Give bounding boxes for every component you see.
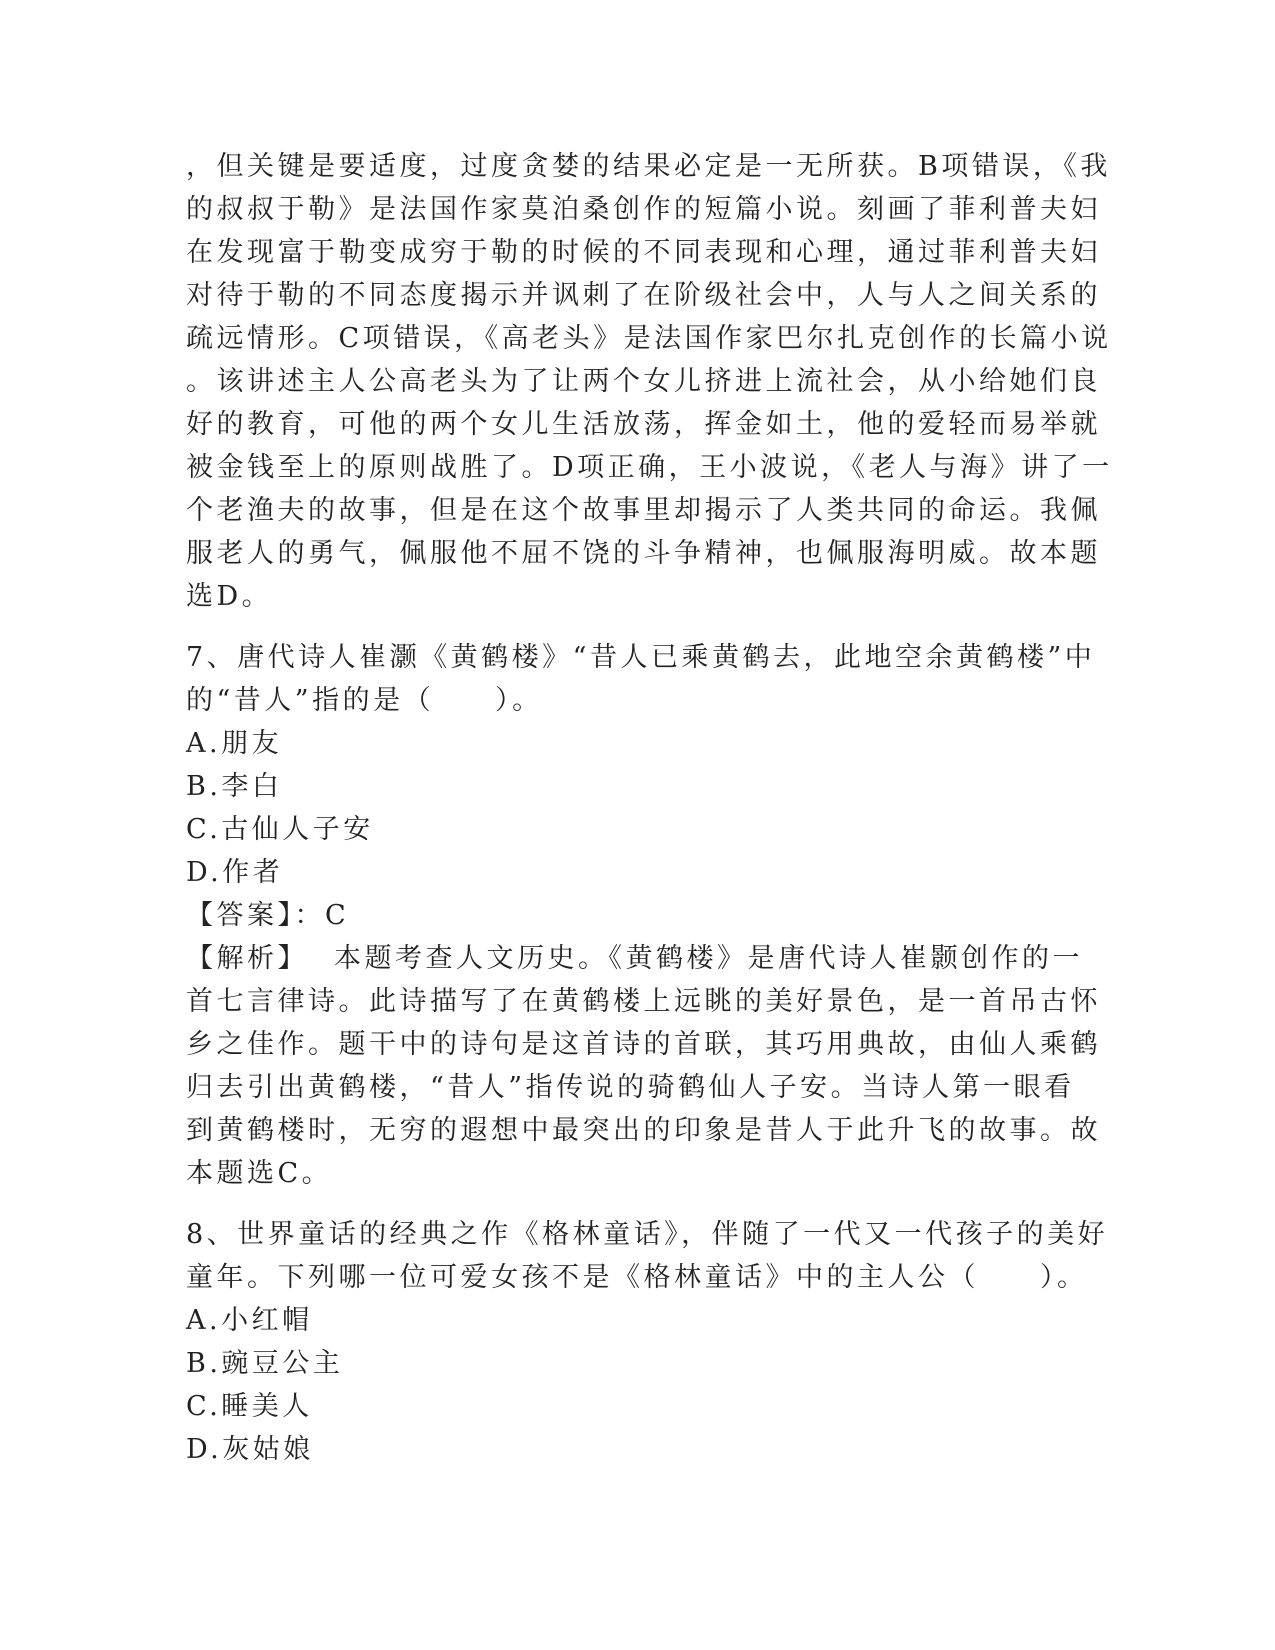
text-line: 服老人的勇气，佩服他不屈不饶的斗争精神，也佩服海明威。故本题 bbox=[186, 538, 1101, 569]
option-c: C.古仙人子安 bbox=[186, 814, 374, 845]
analysis-label: 【解析】 bbox=[186, 943, 308, 974]
option-d: D.灰姑娘 bbox=[186, 1434, 314, 1465]
analysis-first-line bbox=[186, 937, 1081, 980]
text-line: ，但关键是要适度，过度贪婪的结果必定是一无所获。B项错误，《我 bbox=[186, 151, 1111, 182]
question-stem: 的“昔人”指的是（ ）。 bbox=[186, 685, 543, 716]
text-line: 个老渔夫的故事，但是在这个故事里却揭示了人类共同的命运。我佩 bbox=[186, 495, 1101, 526]
option-d: D.作者 bbox=[186, 857, 284, 888]
analysis-text: 本题考查人文历史。《黄鹤楼》是唐代诗人崔颢创作的一 bbox=[334, 943, 1083, 974]
previous-explanation bbox=[186, 145, 1113, 618]
question-7 bbox=[186, 636, 1101, 1195]
question-stem: 8、世界童话的经典之作《格林童话》，伴随了一代又一代孩子的美好 bbox=[186, 1219, 1109, 1250]
analysis-line: 本题选C。 bbox=[186, 1158, 333, 1189]
text-line: 的叔叔于勒》是法国作家莫泊桑创作的短篇小说。刻画了菲利普夫妇 bbox=[186, 194, 1101, 225]
analysis-line: 乡之佳作。题干中的诗句是这首诗的首联，其巧用典故，由仙人乘鹤 bbox=[186, 1029, 1101, 1060]
spacer bbox=[186, 618, 1081, 636]
spacer bbox=[186, 1195, 1081, 1213]
question-8 bbox=[186, 1213, 1109, 1471]
question-stem: 童年。下列哪一位可爱女孩不是《格林童话》中的主人公（ ）。 bbox=[186, 1262, 1088, 1293]
text-line: 疏远情形。C项错误，《高老头》是法国作家巴尔扎克创作的长篇小说 bbox=[186, 323, 1112, 354]
analysis-line: 归去引出黄鹤楼，“昔人”指传说的骑鹤仙人子安。当诗人第一眼看 bbox=[186, 1072, 1075, 1103]
text-line: 对待于勒的不同态度揭示并讽刺了在阶级社会中，人与人之间关系的 bbox=[186, 280, 1101, 311]
option-a: A.小红帽 bbox=[186, 1305, 313, 1336]
text-line: 被金钱至上的原则战胜了。D项正确，王小波说，《老人与海》讲了一 bbox=[186, 452, 1113, 483]
analysis-line: 首七言律诗。此诗描写了在黄鹤楼上远眺的美好景色，是一首吊古怀 bbox=[186, 986, 1101, 1017]
option-a: A.朋友 bbox=[186, 728, 283, 759]
text-line: 选D。 bbox=[186, 581, 273, 612]
answer-line: 【答案】：C bbox=[186, 900, 350, 931]
option-b: B.李白 bbox=[186, 771, 283, 802]
document-page bbox=[186, 145, 1113, 1471]
option-c: C.睡美人 bbox=[186, 1391, 313, 1422]
question-stem: 7、唐代诗人崔灏《黄鹤楼》“昔人已乘黄鹤去，此地空余黄鹤楼”中 bbox=[186, 642, 1096, 673]
option-b: B.豌豆公主 bbox=[186, 1348, 344, 1379]
text-line: 。该讲述主人公高老头为了让两个女儿挤进上流社会，从小给她们良 bbox=[186, 366, 1101, 397]
analysis-line: 到黄鹤楼时，无穷的遐想中最突出的印象是昔人于此升飞的故事。故 bbox=[186, 1115, 1101, 1146]
text-line: 好的教育，可他的两个女儿生活放荡，挥金如土，他的爱轻而易举就 bbox=[186, 409, 1101, 440]
text-line: 在发现富于勒变成穷于勒的时候的不同表现和心理，通过菲利普夫妇 bbox=[186, 237, 1101, 268]
